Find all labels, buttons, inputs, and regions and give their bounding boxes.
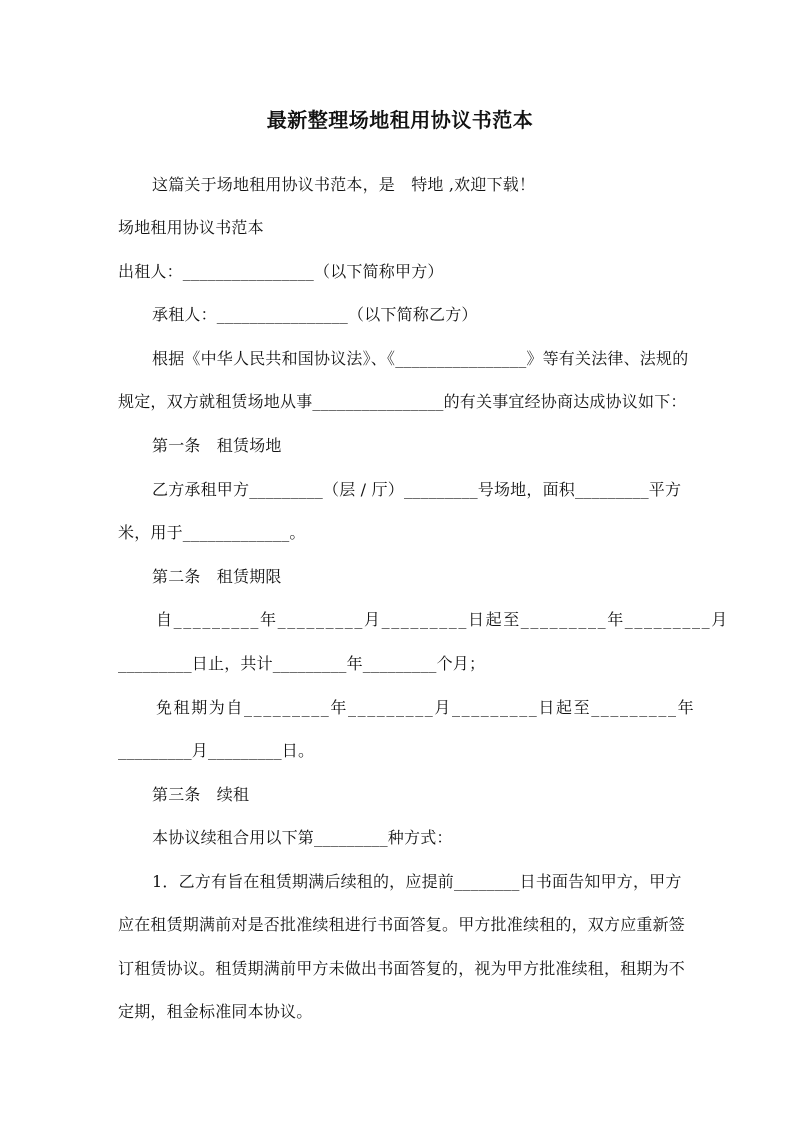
article-2-heading: 第二条 租赁期限: [152, 567, 282, 586]
intro-line: 这篇关于场地租用协议书范本，是 特地 ,欢迎下载！: [152, 175, 536, 194]
document-title: 最新整理场地租用协议书范本: [266, 108, 534, 132]
article-3-heading: 第三条 续租: [152, 785, 250, 804]
article-1-heading: 第一条 租赁场地: [152, 436, 282, 455]
renewal-intro-line: 本协议续租合用以下第_________种方式：: [152, 828, 453, 847]
basis-line-1: 根据《中华人民共和国协议法》、《________________》等有关法律、法规的: [152, 349, 689, 368]
renewal-item-1-line-3: 订租赁协议。租赁期满前甲方未做出书面答复的，视为甲方批准续租，租期为不: [118, 959, 686, 978]
article-1-line-1: 乙方承租甲方_________（层 / 厅）_________号场地，面积_________平方: [152, 480, 682, 499]
subtitle-line: 场地租用协议书范本: [118, 218, 264, 237]
rent-free-line-1: 免租期为自_________年_________月_________日起至_________年: [156, 698, 696, 717]
lessor-line: 出租人：________________（以下简称甲方）: [118, 262, 444, 281]
lessee-line: 承租人：________________（以下简称乙方）: [152, 305, 478, 324]
renewal-item-1-line-4: 定期，租金标准同本协议。: [118, 1002, 313, 1021]
term-line-2: _________日止，共计_________年_________个月；: [118, 654, 486, 673]
term-line-1: 自_________年_________月_________日起至_________年_________月: [156, 610, 729, 629]
article-1-line-2: 米，用于_____________。: [118, 523, 306, 542]
renewal-item-1-line-1: 1．乙方有旨在租赁期满后续租的，应提前________日书面告知甲方，甲方: [152, 872, 682, 891]
renewal-item-1-line-2: 应在租赁期满前对是否批准续租进行书面答复。甲方批准续租的，双方应重新签: [118, 915, 686, 934]
basis-line-2: 规定，双方就租赁场地从事________________的有关事宜经协商达成协议如下：: [118, 392, 687, 411]
rent-free-line-2: _________月_________日。: [118, 741, 315, 760]
